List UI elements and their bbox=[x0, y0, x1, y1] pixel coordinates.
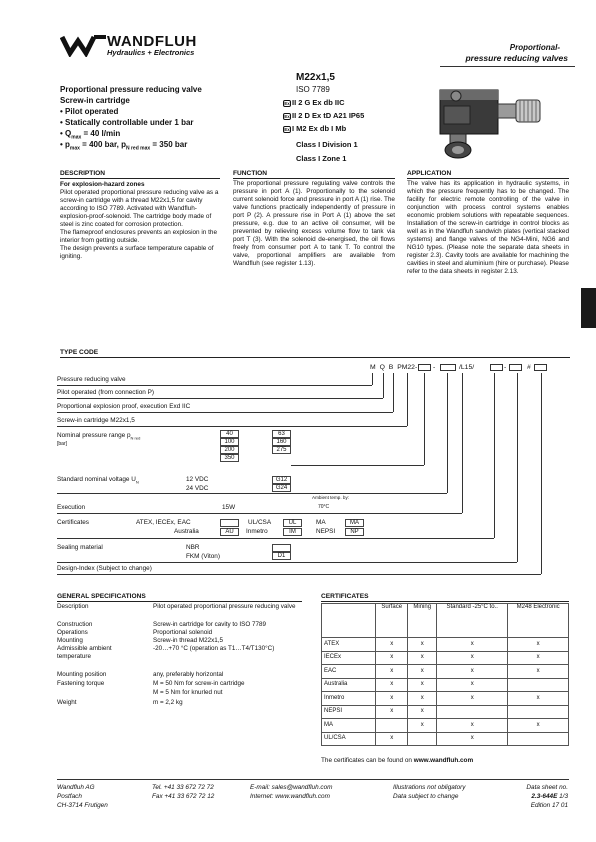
tc-nominal-unit: [bar] bbox=[57, 441, 68, 447]
cert-row-label: NEPSI bbox=[322, 705, 376, 719]
cert-cell: x bbox=[376, 665, 408, 679]
tc-voltage-label: Standard nominal voltage $U_N$ bbox=[57, 476, 139, 485]
pressure-63: 63 bbox=[272, 430, 291, 438]
model-code: M22x1,5 bbox=[296, 72, 335, 83]
cert-atex: ATEX, IECEx, EAC bbox=[136, 519, 191, 526]
wandfluh-logo-icon bbox=[60, 33, 110, 57]
tc-line-cert bbox=[57, 538, 494, 539]
ex-icon: Ex bbox=[284, 126, 290, 132]
tc-line-4 bbox=[57, 426, 407, 427]
page-subtitle: Screw-in cartridge bbox=[60, 96, 130, 105]
ex-icon: Ex bbox=[284, 100, 290, 106]
description-para-3: The design prevents a surface temperature capable of igniting. bbox=[60, 245, 214, 260]
bullet-2: • Statically controllable under 1 bar bbox=[60, 118, 194, 127]
cert-cell: x bbox=[437, 678, 508, 692]
tc-nominal-label: Nominal pressure range $p_{N red}$ bbox=[57, 432, 141, 441]
bullet-p: • $p_{max} = 400$ bar, $p_{N red max} = 350$ bar bbox=[60, 140, 188, 152]
footer-tel: Tel. +41 33 672 72 72 bbox=[152, 784, 214, 791]
voltage-code-g12: G12 bbox=[272, 476, 291, 484]
brand-name: WANDFLUH bbox=[107, 33, 197, 50]
footer-email[interactable]: E-mail: sales@wandfluh.com bbox=[250, 784, 333, 791]
design-index: Design-Index (Subject to change) bbox=[57, 565, 152, 572]
class-line-2: Class I Zone 1 bbox=[296, 154, 347, 163]
description-para-2: The flameproof enclosures prevents an explosion in the interior from getting outside. bbox=[60, 229, 218, 244]
ex-line-2: Ex II 2 D Ex tD A21 IP65 bbox=[284, 111, 365, 120]
cert-row-label: Australia bbox=[322, 678, 376, 692]
cert-inmetro: Inmetro bbox=[246, 528, 268, 535]
cert-row-label: ATEX bbox=[322, 638, 376, 652]
code-sep-2: - bbox=[504, 364, 507, 371]
cert-cell: x bbox=[437, 719, 508, 733]
cert-ma: MA bbox=[316, 519, 326, 526]
tc-vline-5 bbox=[424, 373, 425, 465]
page-title: Proportional pressure reducing valve bbox=[60, 85, 202, 94]
tc-vline-2 bbox=[383, 373, 384, 398]
application-title: APPLICATION bbox=[407, 170, 569, 179]
certificates-label: Certificates bbox=[57, 519, 89, 526]
type-code-string: M Q B PM22- bbox=[370, 364, 418, 371]
tc-vline-8 bbox=[494, 373, 495, 538]
cert-header-surface: Surface bbox=[376, 604, 408, 638]
footer-divider bbox=[57, 779, 569, 780]
cert-row-label: MA bbox=[322, 719, 376, 733]
general-specs-title: GENERAL SPECIFICATIONS bbox=[57, 593, 302, 602]
tc-row-1: Pressure reducing valve bbox=[57, 376, 126, 383]
footer-sheet: Data sheet no. bbox=[526, 784, 568, 791]
description-title: DESCRIPTION bbox=[60, 170, 220, 179]
code-box-seal bbox=[509, 364, 522, 371]
cert-cell: x bbox=[376, 692, 408, 706]
tc-row-2: Pilot operated (from connection P) bbox=[57, 389, 154, 396]
cert-cell: x bbox=[437, 638, 508, 652]
cert-row bbox=[322, 692, 569, 706]
code-box-cert bbox=[490, 364, 503, 371]
cert-im-code: IM bbox=[283, 528, 302, 536]
function-body: The proportional pressure regulating valve controls the pressure in port A (1). Proportionally to the solenoid current solenoid force and pressure in port A (1) rise. The valve functions practically independently of pressure in port P (2). A pressure rise in Port A (1) above the set pressure, e.g. due to an active oil consumer, will be prevented by relieving excess volume flow to tank via port T (3). With the solenoid de-energised, the oil flows freely from consumer port A to tank T. To control the valve, proportional amplifiers are available from Wandfluh (see register 1.13). bbox=[233, 180, 395, 267]
cert-cell bbox=[437, 705, 508, 719]
application-body: The valve has its application in hydraulic systems, in which the pressure frequently has to be changed. The facility for electric remote controlling of the valve in conjunction with process control systems enables economic problem solutions with repeatable sequences. Installation of the screw-in cartridge in control blocks as well as in the Wandfluh sandwich plates (vertical stacked systems) and flange valves of the NG4-Mini, NG6 and NG10 types. (Please note the separate data sheets in register 2.3). Cavity tools are available for machining the cavities in steel and aluminium (hire or purchase). Please refer to the data sheets in register 2.13. bbox=[407, 180, 569, 275]
cert-cell: x bbox=[508, 719, 569, 733]
cert-cell bbox=[408, 732, 437, 746]
pressure-40: 40 bbox=[220, 430, 239, 438]
code-box-design bbox=[534, 364, 547, 371]
cert-row bbox=[322, 719, 569, 733]
code-box-pressure bbox=[418, 364, 431, 371]
cert-cell: x bbox=[408, 692, 437, 706]
cert-cell bbox=[376, 719, 408, 733]
description-subtitle: For explosion-hazard zones bbox=[60, 181, 145, 188]
cert-cell: x bbox=[508, 665, 569, 679]
cert-cell: x bbox=[376, 651, 408, 665]
brand-logo bbox=[60, 33, 220, 63]
footer-city: CH-3714 Frutigen bbox=[57, 802, 108, 809]
seal-nbr-code bbox=[272, 544, 291, 552]
ex-line-3: Ex I M2 Ex db I Mb bbox=[284, 124, 347, 133]
function-title: FUNCTION bbox=[233, 170, 395, 179]
cert-header-standard: Standard -25°C to.. bbox=[437, 604, 508, 638]
cert-header-mining: Mining bbox=[408, 604, 437, 638]
tc-vline-1 bbox=[372, 373, 373, 385]
tc-line-seal bbox=[57, 562, 517, 563]
cert-row bbox=[322, 705, 569, 719]
seal-d1-code: D1 bbox=[272, 552, 291, 560]
pressure-160: 160 bbox=[272, 438, 291, 446]
model-iso: ISO 7789 bbox=[296, 85, 330, 94]
header-right-line2: pressure reducing valves bbox=[465, 53, 568, 63]
cert-row bbox=[322, 665, 569, 679]
seal-fkm: FKM (Viton) bbox=[186, 553, 220, 560]
cert-atex-code bbox=[220, 519, 239, 527]
type-code-title: TYPE CODE bbox=[60, 349, 570, 358]
cert-row-label: IECEx bbox=[322, 651, 376, 665]
voltage-24: 24 VDC bbox=[186, 485, 209, 492]
cert-row bbox=[322, 678, 569, 692]
certificates-table bbox=[321, 603, 569, 746]
class-line-1: Class I Division 1 bbox=[296, 140, 358, 149]
cert-australia: Australia bbox=[174, 528, 199, 535]
ex-line-1: Ex II 2 G Ex db IIC bbox=[284, 98, 345, 107]
pressure-350: 350 bbox=[220, 454, 239, 462]
header-right-line1: Proportional- bbox=[509, 43, 560, 52]
cert-cell: x bbox=[508, 651, 569, 665]
footer-data-subject: Data subject to change bbox=[393, 793, 459, 800]
cert-cell bbox=[508, 732, 569, 746]
tc-vline-6 bbox=[447, 373, 448, 493]
code-box-voltage bbox=[440, 364, 456, 371]
voltage-code-g24: G24 bbox=[272, 484, 291, 492]
voltage-12: 12 VDC bbox=[186, 476, 209, 483]
cert-ma-code: MA bbox=[345, 519, 364, 527]
tc-row-3: Proportional explosion proof, execution Exd IIC bbox=[57, 403, 191, 410]
cert-cell: x bbox=[408, 719, 437, 733]
cert-cell: x bbox=[508, 692, 569, 706]
pressure-200: 200 bbox=[220, 446, 239, 454]
cert-row bbox=[322, 651, 569, 665]
valve-product-image bbox=[420, 72, 555, 167]
cert-cell: x bbox=[437, 651, 508, 665]
cert-ul-code: UL bbox=[283, 519, 302, 527]
cert-cell: x bbox=[408, 651, 437, 665]
execution-label: Execution bbox=[57, 504, 86, 511]
brand-tagline: Hydraulics + Electronics bbox=[107, 48, 195, 57]
cert-au-code: AU bbox=[220, 528, 239, 536]
cert-header-m248: M248 Electronic bbox=[508, 604, 569, 638]
description-body bbox=[60, 189, 220, 261]
cert-header-empty bbox=[322, 604, 376, 638]
cert-cell bbox=[508, 678, 569, 692]
tc-vline-4 bbox=[407, 373, 408, 426]
footer-postfach: Postfach bbox=[57, 793, 82, 800]
footer-sheet-no: 2.3-644E 1/3 bbox=[531, 793, 568, 800]
cert-row bbox=[322, 732, 569, 746]
tc-line-pressure bbox=[291, 465, 424, 466]
tc-line-2 bbox=[57, 398, 383, 399]
tc-vline-7 bbox=[462, 373, 463, 513]
cert-cell: x bbox=[408, 665, 437, 679]
pressure-275: 275 bbox=[272, 446, 291, 454]
tc-vline-3 bbox=[393, 373, 394, 412]
cert-row-label: EAC bbox=[322, 665, 376, 679]
code-sep-1: - bbox=[433, 364, 436, 371]
cert-cell: x bbox=[376, 678, 408, 692]
execution-temp: 70°C bbox=[318, 504, 330, 510]
cert-note: The certificates can be found on www.wandfluh.com bbox=[321, 757, 474, 764]
cert-cell: x bbox=[376, 638, 408, 652]
tc-line-1 bbox=[57, 385, 372, 386]
header-divider bbox=[440, 66, 575, 67]
cert-np-code: NP bbox=[345, 528, 364, 536]
tc-vline-10 bbox=[541, 373, 542, 574]
cert-cell: x bbox=[408, 638, 437, 652]
bullet-1: • Pilot operated bbox=[60, 107, 119, 116]
pressure-100: 100 bbox=[220, 438, 239, 446]
cert-cell: x bbox=[437, 692, 508, 706]
register-tab bbox=[581, 288, 596, 328]
ambient-label: Ambient temp. by: bbox=[312, 495, 350, 500]
cert-cell: x bbox=[437, 665, 508, 679]
cert-cell bbox=[508, 705, 569, 719]
code-hash: # bbox=[527, 364, 531, 371]
tc-line-design bbox=[57, 574, 541, 575]
sealing-label: Sealing material bbox=[57, 544, 103, 551]
cert-ulcsa: UL/CSA bbox=[248, 519, 272, 526]
footer-edition: Edition 17 01 bbox=[530, 802, 568, 809]
cert-row bbox=[322, 638, 569, 652]
cert-cell: x bbox=[376, 732, 408, 746]
tc-vline-9 bbox=[517, 373, 518, 562]
code-l15: /L15/ bbox=[459, 364, 475, 371]
cert-row-label: Inmetro bbox=[322, 692, 376, 706]
tc-row-4: Screw-in cartridge M22x1,5 bbox=[57, 417, 135, 424]
seal-nbr: NBR bbox=[186, 544, 200, 551]
cert-cell: x bbox=[376, 705, 408, 719]
tc-line-voltage bbox=[57, 493, 447, 494]
cert-cell: x bbox=[437, 732, 508, 746]
footer-company: Wandfluh AG bbox=[57, 784, 95, 791]
bullet-q: • $Q_{max} = 40$ l/min bbox=[60, 129, 121, 141]
cert-nepsi: NEPSI bbox=[316, 528, 336, 535]
execution-power: 15W bbox=[222, 504, 236, 511]
footer-illustrations: Illustrations not obligatory bbox=[393, 784, 466, 791]
cert-cell: x bbox=[408, 678, 437, 692]
ex-icon: Ex bbox=[284, 113, 290, 119]
cert-row-label: UL/CSA bbox=[322, 732, 376, 746]
footer-internet[interactable]: Internet: www.wandfluh.com bbox=[250, 793, 330, 800]
description-para-1: Pilot operated proportional pressure reducing valve as a screw-in cartridge with a thread M22x1,5 for cavity according to ISO 7789. Activated with Wandfluh-explosion-proof-solenoid. The cartridge body made of steel is zinc coated for corrosion protection. bbox=[60, 189, 219, 228]
tc-line-3 bbox=[57, 412, 393, 413]
cert-cell: x bbox=[408, 705, 437, 719]
certificates-title: CERTIFICATES bbox=[321, 593, 569, 602]
footer-fax: Fax +41 33 672 72 12 bbox=[152, 793, 215, 800]
cert-cell: x bbox=[508, 638, 569, 652]
tc-line-exec bbox=[57, 513, 462, 514]
